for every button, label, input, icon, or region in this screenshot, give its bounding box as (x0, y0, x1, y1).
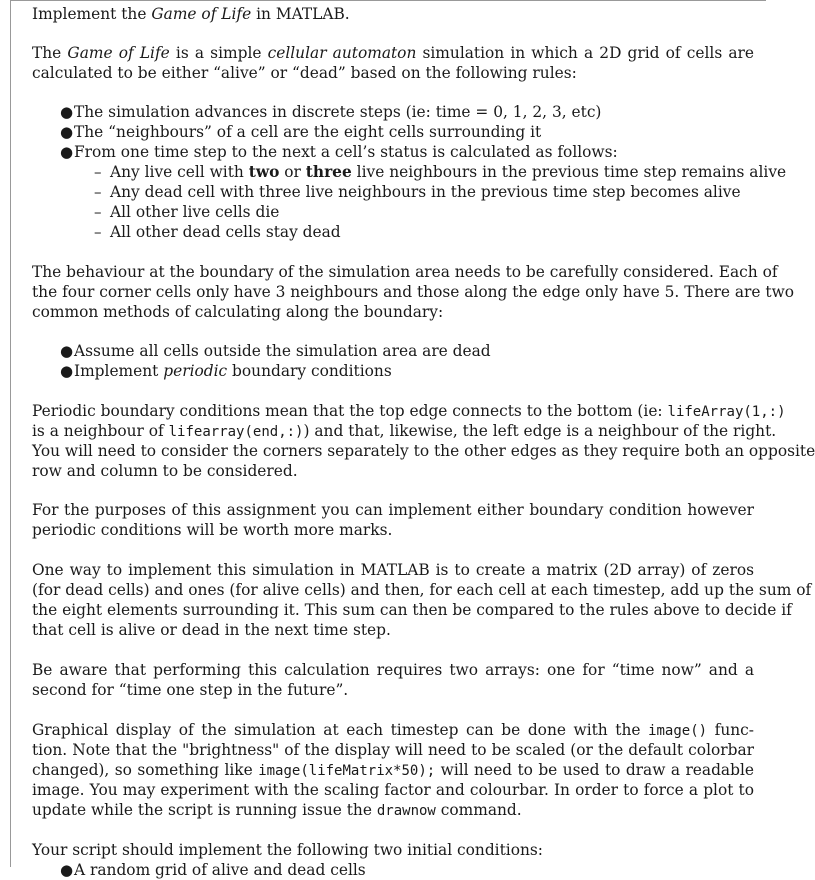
matrix-line-2: (for dead cells) and ones (for alive cells) and then, for each cell at each timestep, add up the sum of (32, 581, 812, 599)
final-option-cut: A random grid of alive and dead cells (74, 861, 366, 879)
matrix-line-1: One way to implement this simulation in MATLAB is to create a matrix (2D array) of zeros (32, 561, 754, 579)
subrule-2: Any dead cell with three live neighbours in the previous time step becomes alive (110, 183, 741, 201)
graphical-line-3: changed), so something like image(lifeMatrix*50); will need to be used to draw a readable (32, 761, 754, 779)
bullet-icon: ● (60, 123, 74, 141)
dash-icon: – (94, 203, 102, 221)
graphical-line-1: Graphical display of the simulation at each timestep can be done with the image() func- (32, 721, 755, 739)
dash-icon: – (94, 183, 102, 201)
matrix-line-4: that cell is alive or dead in the next time step. (32, 621, 391, 639)
subrule-4: All other dead cells stay dead (110, 223, 341, 241)
boundary-line-2: the four corner cells only have 3 neighbours and those along the edge only have 5. There are two (32, 283, 795, 301)
graphical-line-4: image. You may experiment with the scaling factor and colourbar. In order to force a plot to (32, 781, 754, 799)
graphical-line-5: update while the script is running issue the drawnow command. (32, 801, 522, 819)
purposes-line-1: For the purposes of this assignment you can implement either boundary condition however (32, 501, 754, 519)
bullet-icon: ● (60, 342, 74, 360)
dash-icon: – (94, 163, 102, 181)
rule-2: The “neighbours” of a cell are the eight cells surrounding it (74, 123, 542, 141)
bullet-icon: ● (60, 103, 74, 121)
periodic-line-3: You will need to consider the corners separately to the other edges as they require both an opposite (32, 442, 815, 460)
rule-1: The simulation advances in discrete steps (ie: time = 0, 1, 2, 3, etc) (74, 103, 602, 121)
boundary-line-1: The behaviour at the boundary of the simulation area needs to be carefully considered. Each of (32, 263, 778, 281)
bullet-icon: ● (60, 143, 74, 161)
subrule-3: All other live cells die (110, 203, 280, 221)
intro-line-1: The Game of Life is a simple cellular automaton simulation in which a 2D grid of cells are (32, 44, 754, 62)
bullet-icon: ● (60, 861, 74, 879)
graphical-line-2: tion. Note that the "brightness" of the display will need to be scaled (or the default colorbar (32, 741, 754, 759)
subrule-1: Any live cell with two or three live neighbours in the previous time step remains alive (110, 163, 787, 181)
periodic-line-1: Periodic boundary conditions mean that the top edge connects to the bottom (ie: lifeArray(1,:) (32, 402, 786, 420)
rule-3: From one time step to the next a cell’s status is calculated as follows: (74, 143, 618, 161)
final-line: Your script should implement the following two initial conditions: (32, 841, 543, 859)
purposes-line-2: periodic conditions will be worth more marks. (32, 521, 393, 539)
boundary-option-2: Implement periodic boundary conditions (74, 362, 392, 380)
periodic-line-4: row and column to be considered. (32, 462, 298, 480)
matrix-line-3: the eight elements surrounding it. This sum can then be compared to the rules above to decide if (32, 601, 792, 619)
page-border-left (10, 0, 11, 867)
intro-line-2: calculated to be either “alive” or “dead” based on the following rules: (32, 64, 577, 82)
periodic-line-2: is a neighbour of lifearray(end,:)) and that, likewise, the left edge is a neighbour of the right. (32, 422, 777, 440)
aware-line-2: second for “time one step in the future”. (32, 681, 349, 699)
title-line: Implement the Game of Life in MATLAB. (32, 5, 350, 23)
bullet-icon: ● (60, 362, 74, 380)
aware-line-1: Be aware that performing this calculation requires two arrays: one for “time now” and a (32, 661, 754, 679)
dash-icon: – (94, 223, 102, 241)
page-border-top (10, 0, 766, 1)
boundary-line-3: common methods of calculating along the boundary: (32, 303, 444, 321)
boundary-option-1: Assume all cells outside the simulation area are dead (74, 342, 491, 360)
